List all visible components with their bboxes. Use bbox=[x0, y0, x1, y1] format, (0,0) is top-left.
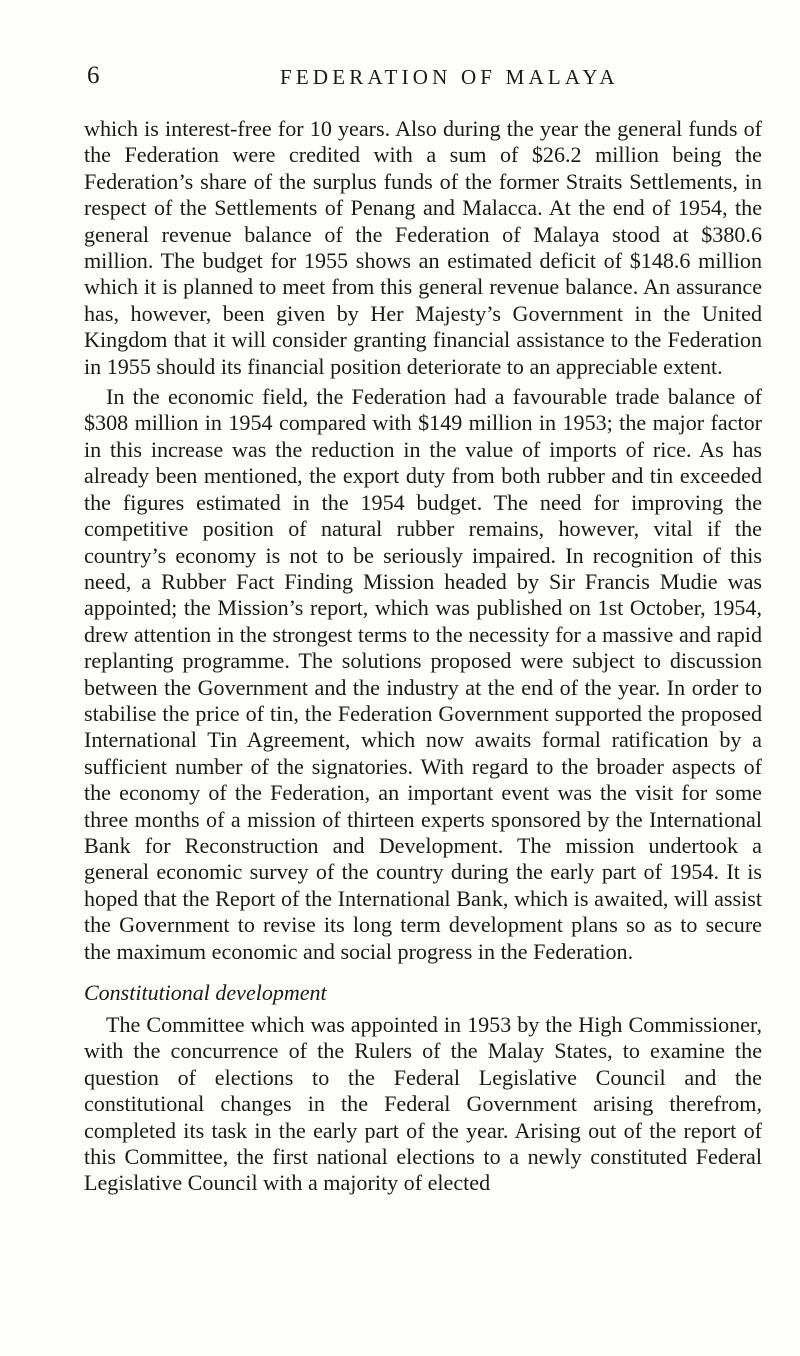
document-page bbox=[84, 62, 762, 1197]
section-heading: Constitutional development bbox=[84, 980, 327, 1005]
page-number: 6 bbox=[87, 62, 101, 89]
paragraph-economic: In the economic field, the Federation had a favourable trade balance of $308 million in 1954 compared with $149 million in 1953; the major factor in this increase was the reduction in the value of imports of rice. As has already been mentioned, the export duty from both rubber and tin exceeded the figures estimated in the 1954 budget. The need for improving the competitive position of natural rubber remains, however, vital if the country’s economy is not to be seriously impaired. In recognition of this need, a Rubber Fact Finding Mission headed by Sir Francis Mudie was appointed; the Mission’s report, which was published on 1st October, 1954, drew attention in the strongest terms to the necessity for a massive and rapid replanting programme. The solutions proposed were subject to discussion between the Government and the industry at the end of the year. In order to stabilise the price of tin, the Federation Government supported the proposed International Tin Agreement, which now awaits formal ratification by a sufficient number of the signatories. With regard to the broader aspects of the economy of the Federation, an important event was the visit for some three months of a mission of thirteen experts sponsored by the International Bank for Reconstruction and Development. The mission undertook a general economic survey of the country during the early part of 1954. It is hoped that the Report of the International Bank, which is awaited, will assist the Government to revise its long term development plans so as to secure the maximum economic and social progress in the Federation. bbox=[84, 384, 762, 964]
running-title: FEDERATION OF MALAYA bbox=[280, 65, 619, 89]
paragraph-finance: which is interest-free for 10 years. Also during the year the general funds of the Federation were credited with a sum of $26.2 million being the Federation’s share of the surplus funds of the former Straits Settlements, in respect of the Settlements of Penang and Malacca. At the end of 1954, the general revenue balance of the Federation of Malaya stood at $380.6 million. The budget for 1955 shows an estimated deficit of $148.6 million which it is planned to meet from this general revenue balance. An assurance has, however, been given by Her Majesty’s Government in the United Kingdom that it will consider granting financial assistance to the Federation in 1955 should its financial position deteriorate to an appreciable extent. bbox=[84, 116, 762, 379]
running-head bbox=[84, 62, 762, 102]
paragraph-constitutional: The Committee which was appointed in 1953 by the High Commissioner, with the concurrence of the Rulers of the Malay States, to examine the question of elections to the Federal Legislative Council and the constitutional changes in the Federal Government arising therefrom, completed its task in the early part of the year. Arising out of the report of this Committee, the first national elections to a newly constituted Federal Legislative Council with a majority of elected bbox=[84, 1012, 762, 1196]
